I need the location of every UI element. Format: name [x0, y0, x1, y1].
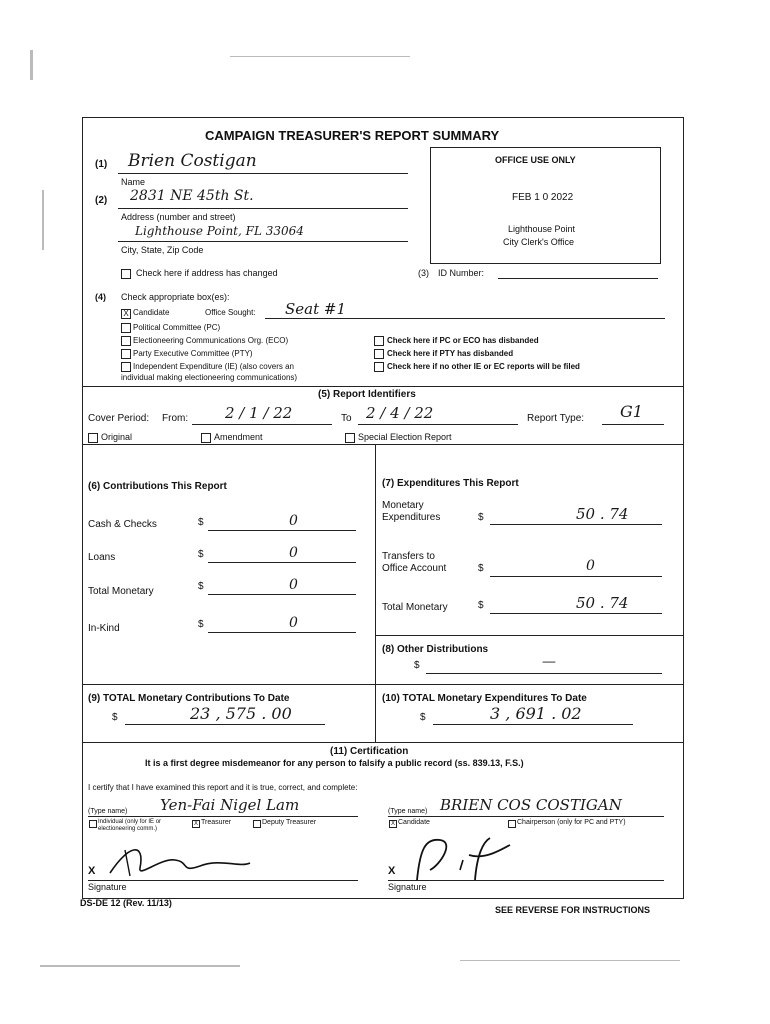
disband-pty-label: Check here if PTY has disbanded [387, 349, 514, 358]
chairperson-label: Chairperson (only for PC and PTY) [517, 819, 626, 826]
monetary-exp-label-1: Monetary [382, 500, 424, 511]
transfers-label-1: Transfers to [382, 551, 435, 562]
amount-line [208, 594, 356, 595]
scan-noise [30, 50, 33, 80]
in-kind-label: In-Kind [88, 623, 120, 634]
candidate-checkbox[interactable]: X [121, 309, 131, 319]
name-line [118, 173, 408, 174]
treasurer-checkbox[interactable]: X [193, 821, 198, 827]
total-exp-value: 50 . 74 [576, 594, 629, 612]
pty-checkbox[interactable] [121, 349, 131, 359]
id-number-line[interactable] [498, 278, 658, 279]
amendment-checkbox[interactable] [201, 433, 211, 443]
office-sought-value: Seat #1 [285, 300, 347, 318]
individual-checkbox[interactable] [89, 820, 97, 828]
from-line [192, 424, 332, 425]
dollar-sign: $ [478, 512, 484, 523]
office-sought-line [265, 318, 665, 319]
pc-checkbox[interactable] [121, 323, 131, 333]
section2-num: (2) [95, 195, 108, 206]
divider [82, 444, 684, 445]
total-contributions-value: 23 , 575 . 00 [190, 704, 292, 723]
name-label: Name [121, 177, 146, 187]
address-changed-checkbox[interactable] [121, 269, 131, 279]
pty-label: Party Executive Committee (PTY) [133, 349, 253, 358]
disband-pc-label: Check here if PC or ECO has disbanded [387, 336, 539, 345]
other-distributions-value: — [542, 654, 556, 670]
treasurer-name-value: Yen-Fai Nigel Lam [160, 796, 300, 814]
individual-label: Individual (only for IE or electioneering comm.) [98, 819, 162, 832]
misdemeanor-warning: It is a first degree misdemeanor for any person to falsify a public record (ss. 839.13, F.S.) [145, 758, 524, 768]
section5-title: (5) Report Identifiers [318, 389, 416, 400]
original-checkbox[interactable] [88, 433, 98, 443]
transfers-label-2: Office Account [382, 563, 447, 574]
transfers-value: 0 [586, 558, 595, 574]
dollar-sign: $ [414, 660, 420, 671]
section4-label: Check appropriate box(es): [121, 292, 230, 302]
candidate-signature-image [405, 830, 515, 885]
ie-label: Independent Expenditure (IE) (also covers an [133, 362, 294, 371]
section7-title: (7) Expenditures This Report [382, 478, 519, 489]
amendment-label: Amendment [214, 432, 263, 442]
dollar-sign: $ [478, 563, 484, 574]
cash-checks-label: Cash & Checks [88, 519, 157, 530]
divider [375, 635, 684, 636]
signature-line-right[interactable] [388, 880, 664, 881]
disband-pc-checkbox[interactable] [374, 336, 384, 346]
pc-label: Political Committee (PC) [133, 323, 221, 332]
section6-title: (6) Contributions This Report [88, 481, 227, 492]
eco-label: Electioneering Communications Org. (ECO) [133, 336, 289, 345]
scan-noise [460, 960, 680, 961]
office-sought-label: Office Sought: [205, 308, 256, 317]
section10-title: (10) TOTAL Monetary Expenditures To Date [382, 693, 587, 704]
candidate-cert-label: Candidate [398, 819, 430, 826]
dollar-sign: $ [420, 712, 426, 723]
amount-line [208, 530, 356, 531]
dollar-sign: $ [198, 549, 204, 560]
special-election-checkbox[interactable] [345, 433, 355, 443]
monetary-exp-label-2: Expenditures [382, 512, 441, 523]
signature-label-right: Signature [388, 882, 427, 892]
total-monetary-value: 0 [289, 577, 298, 593]
no-other-checkbox[interactable] [374, 362, 384, 372]
scan-noise [40, 965, 240, 967]
section11-title: (11) Certification [330, 746, 409, 757]
signature-label-left: Signature [88, 882, 127, 892]
dollar-sign: $ [198, 581, 204, 592]
type-name-label-left: (Type name) [88, 808, 128, 815]
form-title: CAMPAIGN TREASURER'S REPORT SUMMARY [205, 128, 500, 143]
from-value: 2 / 1 / 22 [225, 404, 293, 422]
amount-line [125, 724, 325, 725]
reverse-instructions: SEE REVERSE FOR INSTRUCTIONS [495, 905, 651, 915]
total-expenditures-value: 3 , 691 . 02 [490, 704, 582, 723]
ie-checkbox[interactable] [121, 362, 131, 372]
deputy-treasurer-checkbox[interactable] [253, 820, 261, 828]
stamp-date: FEB 1 0 2022 [512, 192, 574, 203]
total-monetary-label: Total Monetary [88, 586, 154, 597]
report-type-line [602, 424, 664, 425]
name-line [388, 816, 664, 817]
city-value: Lighthouse Point, FL 33064 [135, 224, 304, 238]
dollar-sign: $ [112, 712, 118, 723]
street-value: 2831 NE 45th St. [130, 188, 254, 204]
signature-line-left[interactable] [88, 880, 358, 881]
no-other-label: Check here if no other IE or EC reports will be filed [387, 362, 580, 371]
treasurer-signature-image [100, 838, 260, 883]
dollar-sign: $ [198, 619, 204, 630]
to-value: 2 / 4 / 22 [366, 404, 434, 422]
disband-pty-checkbox[interactable] [374, 349, 384, 359]
signature-x-right: X [388, 865, 396, 877]
report-type-value: G1 [620, 402, 643, 421]
section9-title: (9) TOTAL Monetary Contributions To Date [88, 693, 290, 704]
cash-checks-value: 0 [289, 513, 298, 529]
from-label: From: [162, 413, 189, 424]
cover-period-label: Cover Period: [88, 413, 150, 424]
candidate-name-value: Brien Costigan [128, 151, 257, 171]
candidate-cert-checkbox[interactable]: X [390, 821, 395, 827]
address-changed-label: Check here if address has changed [136, 268, 278, 278]
type-name-label-right: (Type name) [388, 808, 428, 815]
eco-checkbox[interactable] [121, 336, 131, 346]
street-label: Address (number and street) [121, 212, 236, 222]
treasurer-label: Treasurer [201, 819, 232, 826]
amount-line [208, 562, 356, 563]
divider [82, 386, 684, 387]
street-line [118, 208, 408, 209]
chairperson-checkbox[interactable] [508, 820, 516, 828]
scan-noise [230, 56, 410, 57]
loans-label: Loans [88, 552, 116, 563]
stamp-line2: City Clerk's Office [503, 237, 575, 247]
section1-num: (1) [95, 159, 108, 170]
divider [82, 684, 684, 685]
section3-num: (3) [418, 268, 429, 278]
scan-noise [42, 190, 44, 250]
section8-title: (8) Other Distributions [382, 644, 489, 655]
original-label: Original [101, 432, 133, 442]
dollar-sign: $ [198, 517, 204, 528]
section4-num: (4) [95, 292, 106, 302]
column-divider [375, 444, 376, 684]
to-line [358, 424, 518, 425]
to-label: To [341, 413, 352, 424]
name-line [88, 816, 358, 817]
column-divider [375, 684, 376, 742]
dollar-sign: $ [478, 600, 484, 611]
id-number-label: ID Number: [438, 268, 485, 278]
office-use-header: OFFICE USE ONLY [495, 155, 576, 165]
in-kind-value: 0 [289, 615, 298, 631]
amount-line [490, 524, 662, 525]
signature-x-left: X [88, 865, 96, 877]
candidate-typed-name-value: BRIEN COS COSTIGAN [440, 796, 622, 814]
stamp-line1: Lighthouse Point [508, 224, 576, 234]
report-type-label: Report Type: [527, 413, 585, 424]
candidate-label: Candidate [133, 308, 170, 317]
amount-line [490, 613, 662, 614]
amount-line [433, 724, 633, 725]
ie-label-2: individual making electioneering communications) [121, 373, 298, 382]
loans-value: 0 [289, 545, 298, 561]
certify-statement: I certify that I have examined this report and it is true, correct, and complete: [88, 783, 358, 792]
amount-line [490, 576, 662, 577]
city-label: City, State, Zip Code [121, 245, 204, 255]
deputy-treasurer-label: Deputy Treasurer [262, 819, 317, 826]
total-exp-label: Total Monetary [382, 602, 448, 613]
amount-line [426, 673, 662, 674]
monetary-exp-value: 50 . 74 [576, 505, 629, 523]
divider [82, 742, 684, 743]
amount-line [208, 632, 356, 633]
form-number: DS-DE 12 (Rev. 11/13) [80, 898, 172, 908]
special-election-label: Special Election Report [358, 432, 452, 442]
city-line [118, 241, 408, 242]
